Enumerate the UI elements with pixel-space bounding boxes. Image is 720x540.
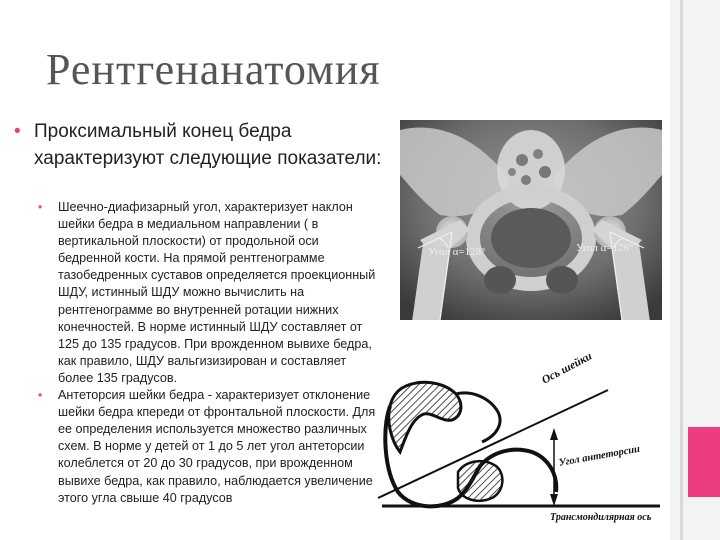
sub-bullet-neck-shaft-angle [38, 199, 383, 387]
bullet-dot-icon: • [38, 200, 43, 214]
intro-bullet [14, 118, 394, 172]
sub-bullet-text: Антеторсия шейки бедра - характеризует отклонение шейки бедра кпереди от фронтальной плоскости. Для ее определения используется множество различных схем. В норме у детей от 1 до 5 лет угол антеторсии колеблется от 20 до 30 градусов, при врожденном вывихе бедра, как правило, наблюдается увеличение этого угла свыше 40 градусов [58, 388, 376, 505]
sub-bullet-text: Шеечно-диафизарный угол, характеризует наклон шейки бедра в медиальном направлении ( в вертикальной плоскости) от продольной оси бедренной кости. На прямой рентгенограмме тазобедренных суставов определяется проекционный ШДУ, истинный ШДУ можно вычислить на рентгенограмме во внутренней ротации нижних конечностей. В норме истинный ШДУ составляет от 125 до 135 градусов. При врожденном вывихе бедра, как правило, ШДУ вальгизизирован и составляет более 135 градусов. [58, 200, 376, 385]
xray-drawing [400, 120, 662, 320]
side-decoration [670, 0, 720, 540]
transcondylar-axis-label: Трансмондилярная ось [550, 512, 652, 523]
slide-title: Рентгенанатомия [46, 45, 381, 94]
sub-bullet-anteversion [38, 387, 383, 507]
anteversion-angle-label: Угол антеторсии [558, 443, 641, 469]
sub-bullet-list [38, 199, 383, 507]
bullet-dot-icon: • [38, 388, 43, 403]
bullet-dot-icon: • [14, 121, 21, 142]
side-accent-bar [688, 427, 720, 497]
angle-label-left: Угол α=128° [428, 246, 486, 258]
intro-text: Проксимальный конец бедра характеризуют следующие показатели: [34, 121, 382, 169]
side-divider-line [680, 0, 683, 540]
anteversion-diagram [372, 350, 664, 532]
angle-label-right: Угол α=126° [576, 242, 634, 254]
hip-xray-image [400, 120, 662, 320]
neck-axis-label: Ось шейки [540, 350, 595, 387]
